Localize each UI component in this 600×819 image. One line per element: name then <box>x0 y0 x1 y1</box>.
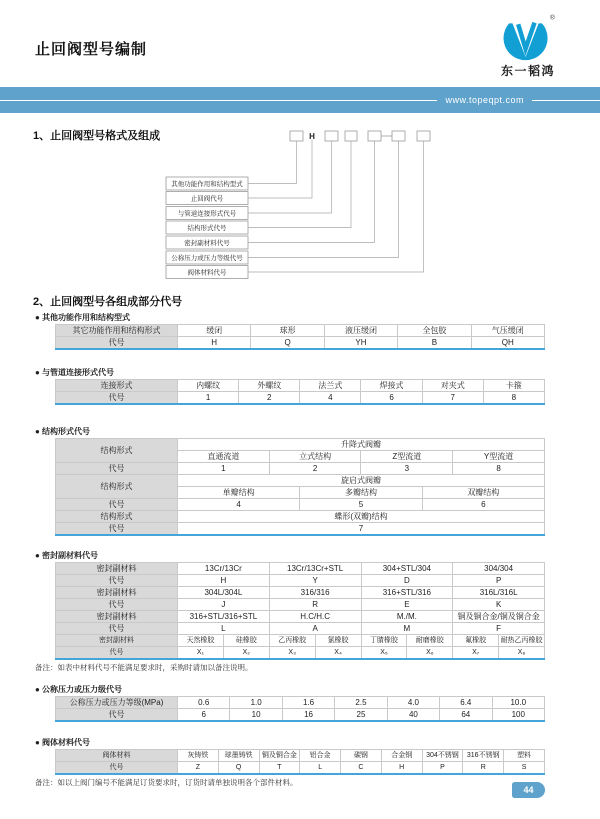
table-row <box>56 499 545 511</box>
pressure-rating-table <box>55 696 545 722</box>
cell: 直通流道 <box>178 451 270 463</box>
cell: 10.0 <box>492 697 544 709</box>
cell: 连接形式 <box>56 380 178 392</box>
structure-form-table <box>55 438 545 536</box>
cell: 13Cr/13Cr+STL <box>269 563 361 575</box>
cell: 法兰式 <box>300 380 361 392</box>
format-label-1: 其他功能作用和结构型式 <box>171 181 243 188</box>
cell: 代号 <box>56 523 178 536</box>
cell: 阀体材料 <box>56 750 178 762</box>
cell: 卡箍 <box>483 380 544 392</box>
cell: 乙丙橡胶 <box>269 635 315 647</box>
cell: 代号 <box>56 392 178 405</box>
body-material-note: 备注：如以上阀门编号不能满足订货要求时，订货时请单独说明各个部件材料。 <box>35 778 298 787</box>
cell: 密封副材料 <box>56 563 178 575</box>
cell: 外螺纹 <box>239 380 300 392</box>
cell: 灰铸铁 <box>178 750 219 762</box>
cell: 304不锈钢 <box>422 750 463 762</box>
cell: 铝合金 <box>300 750 341 762</box>
cell: 316+STL/316+STL <box>178 611 270 623</box>
cell: 316+STL/316 <box>361 587 453 599</box>
cell: 304/304 <box>453 563 545 575</box>
cell: Z <box>178 762 219 775</box>
cell: 多瓣结构 <box>300 487 422 499</box>
connection-type-table <box>55 379 545 405</box>
cell: 4.0 <box>387 697 439 709</box>
cell: 铜及铜合金 <box>259 750 300 762</box>
cell: 4 <box>178 499 300 511</box>
bullet-seal-material: ● 密封副材料代号 <box>35 551 99 560</box>
bullet-body-material: ● 阀体材料代号 <box>35 738 91 747</box>
table-row <box>56 635 545 647</box>
cell: K <box>453 599 545 611</box>
cell: H.C/H.C <box>269 611 361 623</box>
cell: 密封副材料 <box>56 611 178 623</box>
format-label-5: 密封副材料代号 <box>184 240 230 247</box>
cell: X₃ <box>269 647 315 660</box>
cell: 2 <box>269 463 361 475</box>
model-format-diagram <box>0 113 600 283</box>
cell: 1 <box>178 463 270 475</box>
cell: 双瓣结构 <box>422 487 544 499</box>
cell: 16 <box>282 709 334 722</box>
cell: 耐热乙丙橡胶 <box>499 635 545 647</box>
cell: R <box>463 762 504 775</box>
cell: 代号 <box>56 647 178 660</box>
table-row <box>56 563 545 575</box>
page-number-badge: 44 <box>512 782 545 798</box>
cell: H <box>178 575 270 587</box>
cell: 内螺纹 <box>178 380 239 392</box>
cell: 2 <box>239 392 300 405</box>
cell: B <box>398 337 471 350</box>
cell: T <box>259 762 300 775</box>
cell: 316L/316L <box>453 587 545 599</box>
cell: 316不锈钢 <box>463 750 504 762</box>
brand-logo <box>490 12 566 79</box>
table-row <box>56 750 545 762</box>
seal-material-note: 备注：如表中材料代号不能满足要求时，采购时请加以备注说明。 <box>35 663 253 672</box>
cell: 10 <box>230 709 282 722</box>
table-row <box>56 511 545 523</box>
cell: 6.4 <box>440 697 492 709</box>
cell: 3 <box>361 463 453 475</box>
cell: H <box>381 762 422 775</box>
cell: 代号 <box>56 575 178 587</box>
cell: 1.6 <box>282 697 334 709</box>
cell: L <box>178 623 270 635</box>
cell: 单瓣结构 <box>178 487 300 499</box>
table-row <box>56 611 545 623</box>
cell: 64 <box>440 709 492 722</box>
body-material-table <box>55 749 545 775</box>
cell: 代号 <box>56 709 178 722</box>
bullet-structure-form: ● 结构形式代号 <box>35 427 91 436</box>
cell: 液压缓闭 <box>324 325 397 337</box>
cell: 全包胶 <box>398 325 471 337</box>
cell: 代号 <box>56 599 178 611</box>
page-title: 止回阀型号编制 <box>35 41 148 58</box>
cell: 304+STL/304 <box>361 563 453 575</box>
cell: E <box>361 599 453 611</box>
seal-material-table <box>55 562 545 660</box>
cell: 7 <box>178 523 545 536</box>
cell: X₅ <box>361 647 407 660</box>
function-structure-table <box>55 324 545 350</box>
cell: D <box>361 575 453 587</box>
cell: H <box>178 337 251 350</box>
cell: X₇ <box>453 647 499 660</box>
cell: 代号 <box>56 337 178 350</box>
cell: 蝶形(双瓣)结构 <box>178 511 545 523</box>
cell: 13Cr/13Cr <box>178 563 270 575</box>
cell: 结构形式 <box>56 475 178 499</box>
table-row <box>56 325 545 337</box>
cell: 8 <box>483 392 544 405</box>
cell: 1.0 <box>230 697 282 709</box>
cell: 代号 <box>56 499 178 511</box>
cell: Q <box>251 337 324 350</box>
cell: 25 <box>335 709 387 722</box>
table-row <box>56 439 545 451</box>
cell: J <box>178 599 270 611</box>
cell: 立式结构 <box>269 451 361 463</box>
table-row <box>56 380 545 392</box>
table-row <box>56 709 545 722</box>
format-label-7: 阀体材料代号 <box>187 269 227 277</box>
cell: 304L/304L <box>178 587 270 599</box>
format-label-2: 止回阀代号 <box>190 195 224 203</box>
cell: A <box>269 623 361 635</box>
cell: 密封副材料 <box>56 635 178 647</box>
cell: P <box>422 762 463 775</box>
cell: X₆ <box>407 647 453 660</box>
cell: Z型流道 <box>361 451 453 463</box>
cell: 对夹式 <box>422 380 483 392</box>
cell: 8 <box>453 463 545 475</box>
cell: 升降式阀瓣 <box>178 439 545 451</box>
table-row <box>56 587 545 599</box>
cell: S <box>504 762 545 775</box>
valve-logo-icon <box>501 12 555 61</box>
table-row <box>56 337 545 350</box>
cell: 球墨铸铁 <box>218 750 259 762</box>
cell: 100 <box>492 709 544 722</box>
cell: 代号 <box>56 623 178 635</box>
cell: L <box>300 762 341 775</box>
cell: 40 <box>387 709 439 722</box>
cell: 天然橡胶 <box>178 635 224 647</box>
section2-heading: 2、止回阀型号各组成部分代号 <box>33 296 183 308</box>
cell: Y <box>269 575 361 587</box>
cell: 铜及铜合金/铜及铜合金 <box>453 611 545 623</box>
cell: 其它功能作用和结构形式 <box>56 325 178 337</box>
cell: 硅橡胶 <box>223 635 269 647</box>
bullet-connection-type: ● 与管道连接形式代号 <box>35 368 115 377</box>
brand-name: 东一韬鸿 <box>500 64 555 78</box>
cell: 结构形式 <box>56 511 178 523</box>
page-header <box>0 0 600 87</box>
cell: Y型流道 <box>453 451 545 463</box>
cell: 氯橡胶 <box>315 635 361 647</box>
cell: 缓闭 <box>178 325 251 337</box>
cell: 旋启式阀瓣 <box>178 475 545 487</box>
format-label-6: 公称压力或压力等级代号 <box>171 255 243 262</box>
cell: 公称压力或压力等级(MPa) <box>56 697 178 709</box>
cell: 结构形式 <box>56 439 178 463</box>
section1-heading: 1、止回阀型号格式及组成 <box>33 130 161 142</box>
cell: F <box>453 623 545 635</box>
cell: 球形 <box>251 325 324 337</box>
table-row <box>56 647 545 660</box>
bullet-function-structure: ● 其他功能作用和结构型式 <box>35 313 131 322</box>
model-format-section <box>0 113 600 283</box>
cell: 6 <box>361 392 422 405</box>
cell: 代号 <box>56 463 178 475</box>
cell: YH <box>324 337 397 350</box>
format-label-4: 结构形式代号 <box>187 225 227 232</box>
format-label-3: 与管道连接形式代号 <box>177 210 237 218</box>
cell: R <box>269 599 361 611</box>
cell: X₄ <box>315 647 361 660</box>
table-row <box>56 523 545 536</box>
cell: 6 <box>178 709 230 722</box>
cell: 7 <box>422 392 483 405</box>
cell: X₁ <box>178 647 224 660</box>
cell: 6 <box>422 499 544 511</box>
table-row <box>56 623 545 635</box>
cell: 密封副材料 <box>56 587 178 599</box>
table-row <box>56 575 545 587</box>
cell: 1 <box>178 392 239 405</box>
table-row <box>56 697 545 709</box>
cell: 碳钢 <box>341 750 382 762</box>
cell: 丁腈橡胶 <box>361 635 407 647</box>
cell: 2.5 <box>335 697 387 709</box>
cell: QH <box>471 337 544 350</box>
table-row <box>56 599 545 611</box>
cell: 合金钢 <box>381 750 422 762</box>
cell: 焊接式 <box>361 380 422 392</box>
website-url[interactable]: www.topeqpt.com <box>437 95 532 106</box>
registered-mark: ® <box>550 14 555 22</box>
cell: 塑料 <box>504 750 545 762</box>
leader-lines <box>248 140 424 273</box>
cell: 5 <box>300 499 422 511</box>
cell: 耐磨橡胶 <box>407 635 453 647</box>
cell: C <box>341 762 382 775</box>
banner <box>0 87 600 113</box>
table-row <box>56 475 545 487</box>
bullet-pressure-rating: ● 公称压力或压力级代号 <box>35 685 123 694</box>
cell: 气压缓闭 <box>471 325 544 337</box>
cell: 316/316 <box>269 587 361 599</box>
cell: 代号 <box>56 762 178 775</box>
table-row <box>56 392 545 405</box>
cell: 0.6 <box>178 697 230 709</box>
cell: M./M. <box>361 611 453 623</box>
check-valve-code-letter: H <box>309 132 315 141</box>
cell: 氟橡胶 <box>453 635 499 647</box>
cell: 4 <box>300 392 361 405</box>
cell: P <box>453 575 545 587</box>
cell: Q <box>218 762 259 775</box>
table-row <box>56 463 545 475</box>
cell: M <box>361 623 453 635</box>
table-row <box>56 762 545 775</box>
cell: X₂ <box>223 647 269 660</box>
cell: X₈ <box>499 647 545 660</box>
